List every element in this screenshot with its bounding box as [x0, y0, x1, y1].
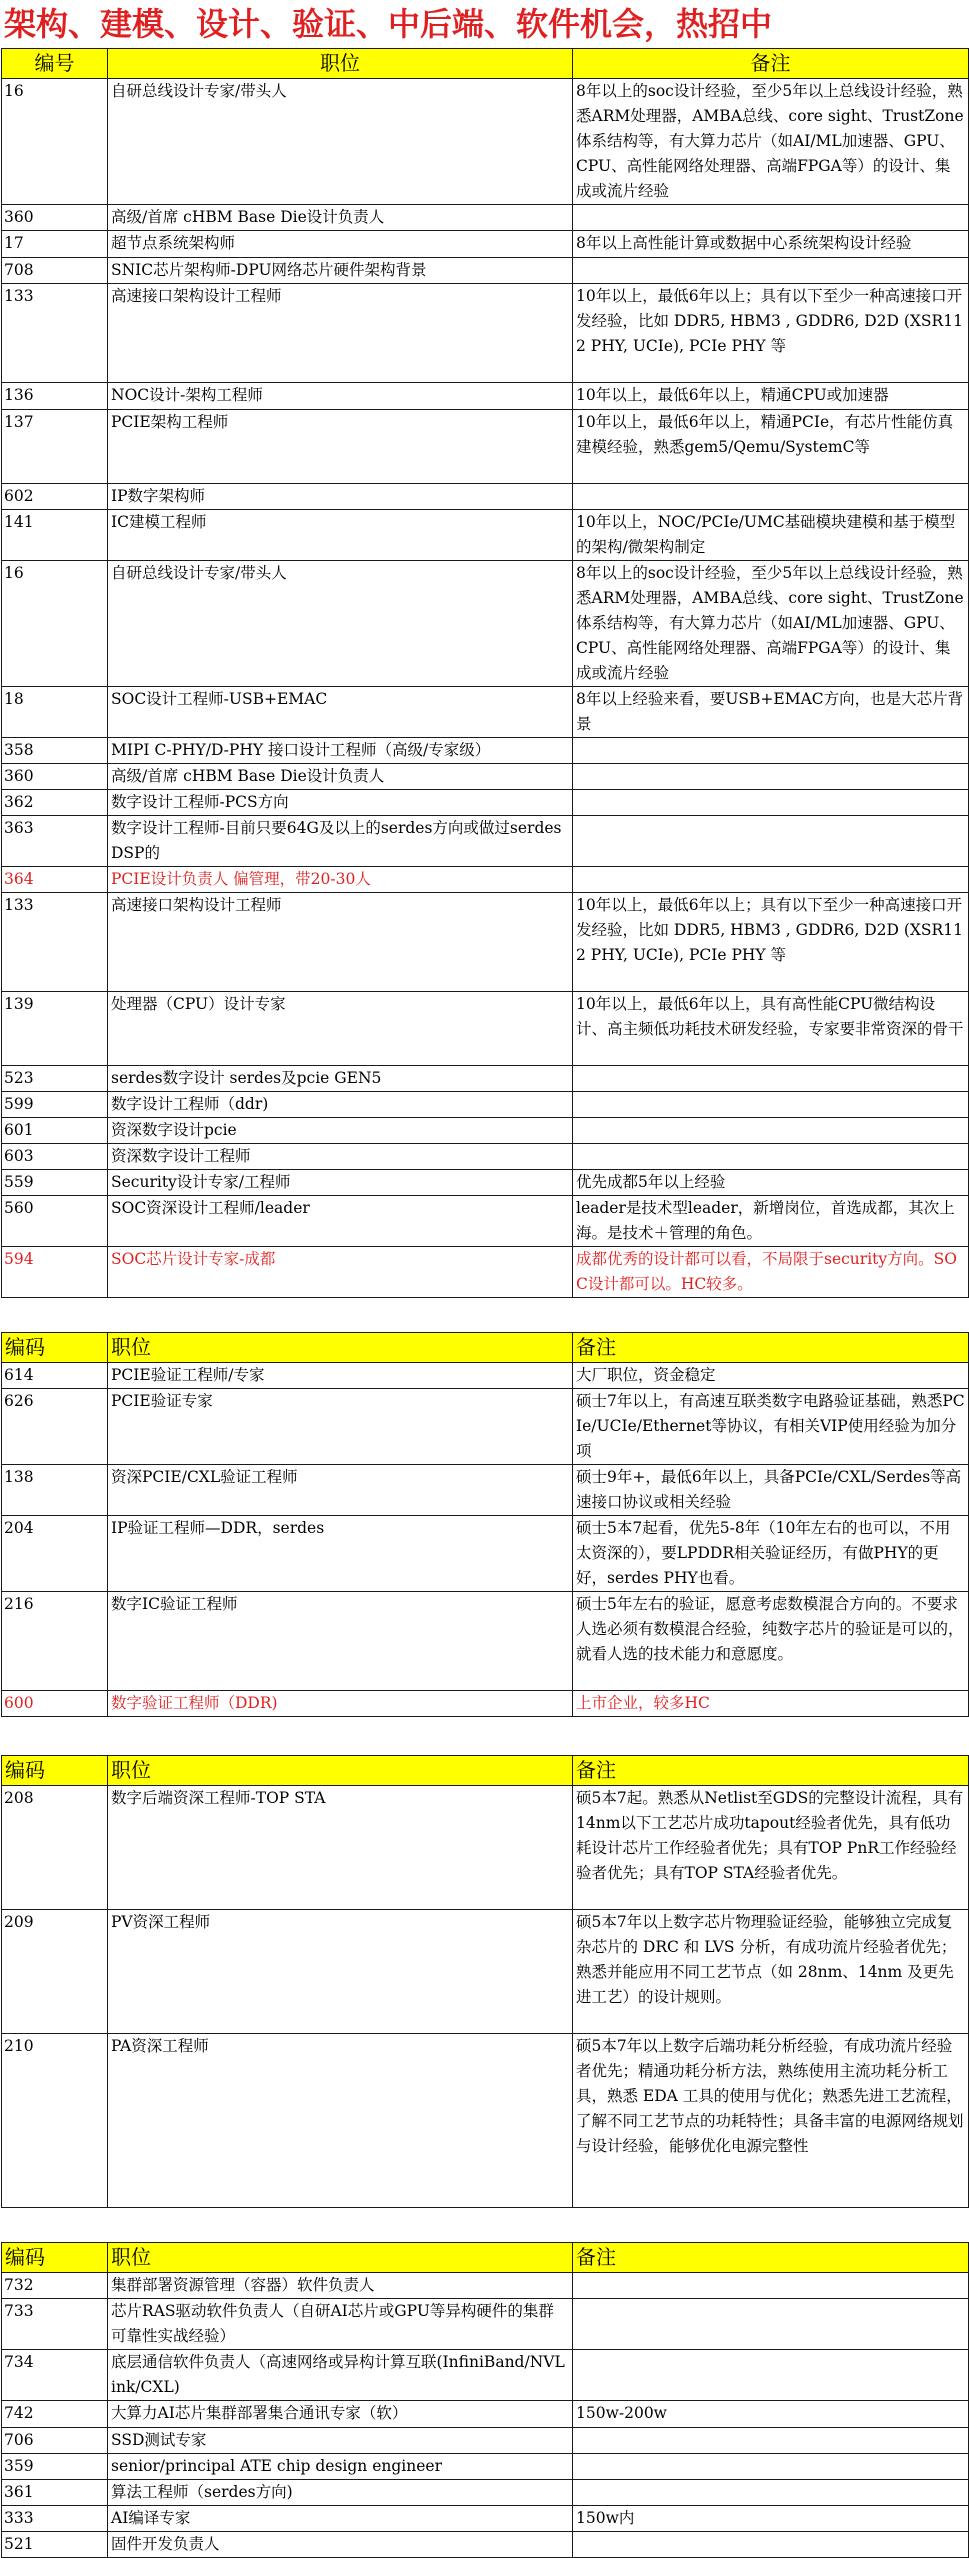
cell-id: 732 — [2, 2273, 108, 2299]
cell-note: 10年以上，最低6年以上；具有以下至少一种高速接口开发经验，比如 DDR5, HBM3 , GDDR6, D2D (XSR112 PHY, UCIe), PCIe PHY 等 — [573, 284, 969, 383]
table-row — [2, 79, 969, 205]
cell-position: 超节点系统架构师 — [108, 231, 573, 258]
cell-position: PCIE验证工程师/专家 — [108, 1363, 573, 1389]
header-note: 备注 — [573, 49, 969, 79]
cell-position: 自研总线设计专家/带头人 — [108, 79, 573, 205]
cell-id: 360 — [2, 764, 108, 790]
cell-id: 602 — [2, 484, 108, 510]
cell-id: 706 — [2, 2428, 108, 2454]
cell-position: IC建模工程师 — [108, 510, 573, 561]
cell-note — [573, 2532, 969, 2558]
cell-position: SOC资深设计工程师/leader — [108, 1196, 573, 1247]
table-row — [2, 2454, 969, 2480]
section-gap — [0, 2208, 969, 2242]
cell-position: IP验证工程师—DDR，serdes — [108, 1516, 573, 1592]
cell-note: 10年以上，最低6年以上，精通PCIe，有芯片性能仿真建模经验，熟悉gem5/Qemu/SystemC等 — [573, 410, 969, 484]
table-row — [2, 1592, 969, 1691]
table-row — [2, 1363, 969, 1389]
section-gap — [0, 1298, 969, 1332]
cell-note — [573, 738, 969, 764]
job-tables — [0, 48, 969, 2558]
cell-note: 10年以上，最低6年以上；具有以下至少一种高速接口开发经验，比如 DDR5, HBM3 , GDDR6, D2D (XSR112 PHY, UCIe), PCIe PHY 等 — [573, 893, 969, 992]
cell-id: 523 — [2, 1066, 108, 1092]
cell-id: 141 — [2, 510, 108, 561]
cell-id: 133 — [2, 284, 108, 383]
cell-note — [573, 1066, 969, 1092]
cell-id: 601 — [2, 1118, 108, 1144]
cell-id: 733 — [2, 2299, 108, 2350]
cell-position: IP数字架构师 — [108, 484, 573, 510]
cell-position: PCIE架构工程师 — [108, 410, 573, 484]
cell-id: 216 — [2, 1592, 108, 1691]
table-row — [2, 1144, 969, 1170]
cell-position: SOC芯片设计专家-成都 — [108, 1247, 573, 1298]
cell-position: 集群部署资源管理（容器）软件负责人 — [108, 2273, 573, 2299]
cell-id: 603 — [2, 1144, 108, 1170]
cell-note: 硕士7年以上，有高速互联类数字电路验证基础，熟悉PCIe/UCIe/Ethernet等协议，有相关VIP使用经验为加分项 — [573, 1389, 969, 1465]
cell-id: 133 — [2, 893, 108, 992]
cell-id: 210 — [2, 2034, 108, 2208]
table-row — [2, 738, 969, 764]
cell-id: 17 — [2, 231, 108, 258]
table-row — [2, 383, 969, 410]
cell-note: 上市企业，较多HC — [573, 1691, 969, 1717]
cell-position: 固件开发负责人 — [108, 2532, 573, 2558]
cell-id: 521 — [2, 2532, 108, 2558]
header-note: 备注 — [573, 1756, 969, 1786]
cell-id: 204 — [2, 1516, 108, 1592]
cell-note — [573, 1118, 969, 1144]
cell-note — [573, 764, 969, 790]
cell-note: 硕士5年左右的验证，愿意考虑数模混合方向的。不要求人选必须有数模混合经验，纯数字芯片的验证是可以的，就看人选的技术能力和意愿度。 — [573, 1592, 969, 1691]
cell-note: 硕士5本7起看，优先5-8年（10年左右的也可以，不用太资深的），要LPDDR相关验证经历，有做PHY的更好，serdes PHY也看。 — [573, 1516, 969, 1592]
cell-note — [573, 258, 969, 284]
cell-position: 数字验证工程师（DDR) — [108, 1691, 573, 1717]
table-row — [2, 510, 969, 561]
cell-id: 16 — [2, 561, 108, 687]
cell-note — [573, 1144, 969, 1170]
cell-note: 10年以上，NOC/PCIe/UMC基础模块建模和基于模型的架构/微架构制定 — [573, 510, 969, 561]
cell-note: 硕5本7年以上数字芯片物理验证经验，能够独立完成复杂芯片的 DRC 和 LVS 分析，有成功流片经验者优先；熟悉并能应用不同工艺节点（如 28nm、14nm 及更先进工艺）的设计规则。 — [573, 1910, 969, 2034]
cell-position: 数字设计工程师（ddr) — [108, 1092, 573, 1118]
cell-id: 360 — [2, 205, 108, 231]
job-table-1 — [1, 48, 969, 1298]
cell-id: 208 — [2, 1786, 108, 1910]
cell-note: 大厂职位，资金稳定 — [573, 1363, 969, 1389]
cell-id: 16 — [2, 79, 108, 205]
table-row — [2, 867, 969, 893]
cell-position: SSD测试专家 — [108, 2428, 573, 2454]
cell-note: 硕5本7年以上数字后端功耗分析经验，有成功流片经验者优先；精通功耗分析方法，熟练使用主流功耗分析工具，熟悉 EDA 工具的使用与优化；熟悉先进工艺流程，了解不同工艺节点的功耗特性；具备丰富的电源网络规划与设计经验，能够优化电源完整性 — [573, 2034, 969, 2208]
cell-position: 数字设计工程师-目前只要64G及以上的serdes方向或做过serdes DSP的 — [108, 816, 573, 867]
cell-position: 算法工程师（serdes方向) — [108, 2480, 573, 2506]
header-note: 备注 — [573, 1333, 969, 1363]
cell-note — [573, 2454, 969, 2480]
table-header-row — [2, 2243, 969, 2273]
cell-position: 大算力AI芯片集群部署集合通讯专家（软） — [108, 2401, 573, 2428]
cell-position: senior/principal ATE chip design engineer — [108, 2454, 573, 2480]
cell-position: 高速接口架构设计工程师 — [108, 893, 573, 992]
cell-note: 成都优秀的设计都可以看，不局限于security方向。SOC设计都可以。HC较多。 — [573, 1247, 969, 1298]
cell-note — [573, 867, 969, 893]
cell-position: 自研总线设计专家/带头人 — [108, 561, 573, 687]
cell-id: 209 — [2, 1910, 108, 2034]
table-row — [2, 1092, 969, 1118]
table-row — [2, 816, 969, 867]
cell-position: 数字后端资深工程师-TOP STA — [108, 1786, 573, 1910]
table-row — [2, 2273, 969, 2299]
table-row — [2, 258, 969, 284]
cell-id: 359 — [2, 2454, 108, 2480]
header-id: 编号 — [2, 49, 108, 79]
cell-id: 599 — [2, 1092, 108, 1118]
table-row — [2, 687, 969, 738]
cell-note: 硕士9年+，最低6年以上，具备PCIe/CXL/Serdes等高速接口协议或相关经验 — [573, 1465, 969, 1516]
table-row — [2, 1516, 969, 1592]
cell-position: 处理器（CPU）设计专家 — [108, 992, 573, 1066]
cell-position: 资深PCIE/CXL验证工程师 — [108, 1465, 573, 1516]
cell-id: 734 — [2, 2350, 108, 2401]
header-position: 职位 — [108, 1756, 573, 1786]
table-row — [2, 2299, 969, 2350]
table-row — [2, 790, 969, 816]
cell-note — [573, 790, 969, 816]
cell-id: 137 — [2, 410, 108, 484]
cell-position: AI编译专家 — [108, 2506, 573, 2532]
page-title: 架构、建模、设计、验证、中后端、软件机会，热招中 — [4, 5, 773, 43]
cell-id: 358 — [2, 738, 108, 764]
cell-position: 数字设计工程师-PCS方向 — [108, 790, 573, 816]
cell-id: 361 — [2, 2480, 108, 2506]
cell-id: 600 — [2, 1691, 108, 1717]
table-row — [2, 2401, 969, 2428]
cell-note — [573, 2350, 969, 2401]
cell-note: 10年以上，最低6年以上，具有高性能CPU微结构设计、高主频低功耗技术研发经验，专家要非常资深的骨干 — [573, 992, 969, 1066]
table-row — [2, 1465, 969, 1516]
table-row — [2, 2428, 969, 2454]
header-position: 职位 — [108, 49, 573, 79]
cell-note: 8年以上高性能计算或数据中心系统架构设计经验 — [573, 231, 969, 258]
cell-note — [573, 2428, 969, 2454]
cell-note — [573, 2273, 969, 2299]
cell-position: 数字IC验证工程师 — [108, 1592, 573, 1691]
cell-position: NOC设计-架构工程师 — [108, 383, 573, 410]
cell-note: leader是技术型leader，新增岗位，首选成都，其次上海。是技术＋管理的角色。 — [573, 1196, 969, 1247]
table-row — [2, 1170, 969, 1196]
table-row — [2, 2480, 969, 2506]
cell-id: 742 — [2, 2401, 108, 2428]
table-row — [2, 1910, 969, 2034]
cell-position: MIPI C-PHY/D-PHY 接口设计工程师（高级/专家级） — [108, 738, 573, 764]
cell-position: SOC设计工程师-USB+EMAC — [108, 687, 573, 738]
cell-note — [573, 1092, 969, 1118]
table-row — [2, 1389, 969, 1465]
cell-id: 559 — [2, 1170, 108, 1196]
table-row — [2, 1196, 969, 1247]
cell-id: 139 — [2, 992, 108, 1066]
header-id: 编码 — [2, 1756, 108, 1786]
table-row — [2, 1691, 969, 1717]
cell-note: 优先成都5年以上经验 — [573, 1170, 969, 1196]
table-row — [2, 205, 969, 231]
table-row — [2, 1786, 969, 1910]
cell-position: 芯片RAS驱动软件负责人（自研AI芯片或GPU等异构硬件的集群可靠性实战经验） — [108, 2299, 573, 2350]
table-row — [2, 2350, 969, 2401]
table-row — [2, 2034, 969, 2208]
cell-position: PCIE验证专家 — [108, 1389, 573, 1465]
job-table-2 — [1, 1332, 969, 1717]
cell-id: 138 — [2, 1465, 108, 1516]
cell-position: PCIE设计负责人 偏管理，带20-30人 — [108, 867, 573, 893]
cell-note — [573, 816, 969, 867]
cell-position: SNIC芯片架构师-DPU网络芯片硬件架构背景 — [108, 258, 573, 284]
cell-note: 硕5本7起。熟悉从Netlist至GDS的完整设计流程，具有14nm以下工艺芯片成功tapout经验者优先，具有低功耗设计芯片工作经验者优先；具有TOP PnR工作经验经验者优先；具有TOP STA经验者优先。 — [573, 1786, 969, 1910]
cell-note — [573, 205, 969, 231]
header-position: 职位 — [108, 2243, 573, 2273]
table-row — [2, 284, 969, 383]
cell-note: 150w内 — [573, 2506, 969, 2532]
cell-position: 资深数字设计pcie — [108, 1118, 573, 1144]
cell-note — [573, 2480, 969, 2506]
cell-id: 136 — [2, 383, 108, 410]
cell-note — [573, 2299, 969, 2350]
cell-position: 底层通信软件负责人（高速网络或异构计算互联(InfiniBand/NVLink/CXL) — [108, 2350, 573, 2401]
cell-position: 高级/首席 cHBM Base Die设计负责人 — [108, 205, 573, 231]
job-table-4 — [1, 2242, 969, 2558]
cell-note — [573, 484, 969, 510]
table-row — [2, 1118, 969, 1144]
header-id: 编码 — [2, 1333, 108, 1363]
cell-note: 8年以上的soc设计经验，至少5年以上总线设计经验，熟悉ARM处理器，AMBA总线、core sight、TrustZone体系结构等，有大算力芯片（如AI/ML加速器、GPU、CPU、高性能网络处理器、高端FPGA等）的设计、集成或流片经验 — [573, 79, 969, 205]
cell-position: serdes数字设计 serdes及pcie GEN5 — [108, 1066, 573, 1092]
section-gap — [0, 1717, 969, 1755]
cell-id: 626 — [2, 1389, 108, 1465]
cell-note: 8年以上经验来看，要USB+EMAC方向，也是大芯片背景 — [573, 687, 969, 738]
table-row — [2, 561, 969, 687]
table-header-row — [2, 1333, 969, 1363]
cell-position: PA资深工程师 — [108, 2034, 573, 2208]
cell-id: 594 — [2, 1247, 108, 1298]
header-position: 职位 — [108, 1333, 573, 1363]
cell-id: 614 — [2, 1363, 108, 1389]
cell-id: 362 — [2, 790, 108, 816]
table-row — [2, 2532, 969, 2558]
cell-position: 高速接口架构设计工程师 — [108, 284, 573, 383]
header-note: 备注 — [573, 2243, 969, 2273]
cell-position: 高级/首席 cHBM Base Die设计负责人 — [108, 764, 573, 790]
cell-note: 10年以上，最低6年以上，精通CPU或加速器 — [573, 383, 969, 410]
cell-id: 708 — [2, 258, 108, 284]
header-id: 编码 — [2, 2243, 108, 2273]
table-row — [2, 764, 969, 790]
table-row — [2, 1066, 969, 1092]
table-row — [2, 992, 969, 1066]
cell-position: PV资深工程师 — [108, 1910, 573, 2034]
table-row — [2, 893, 969, 992]
table-row — [2, 1247, 969, 1298]
cell-id: 333 — [2, 2506, 108, 2532]
table-row — [2, 484, 969, 510]
table-header-row — [2, 1756, 969, 1786]
cell-note: 150w-200w — [573, 2401, 969, 2428]
cell-id: 18 — [2, 687, 108, 738]
cell-position: Security设计专家/工程师 — [108, 1170, 573, 1196]
cell-note: 8年以上的soc设计经验，至少5年以上总线设计经验，熟悉ARM处理器，AMBA总线、core sight、TrustZone体系结构等，有大算力芯片（如AI/ML加速器、GPU、CPU、高性能网络处理器、高端FPGA等）的设计、集成或流片经验 — [573, 561, 969, 687]
table-row — [2, 2506, 969, 2532]
cell-id: 364 — [2, 867, 108, 893]
job-table-3 — [1, 1755, 969, 2208]
cell-id: 560 — [2, 1196, 108, 1247]
table-row — [2, 231, 969, 258]
cell-position: 资深数字设计工程师 — [108, 1144, 573, 1170]
cell-id: 363 — [2, 816, 108, 867]
table-header-row — [2, 49, 969, 79]
table-row — [2, 410, 969, 484]
